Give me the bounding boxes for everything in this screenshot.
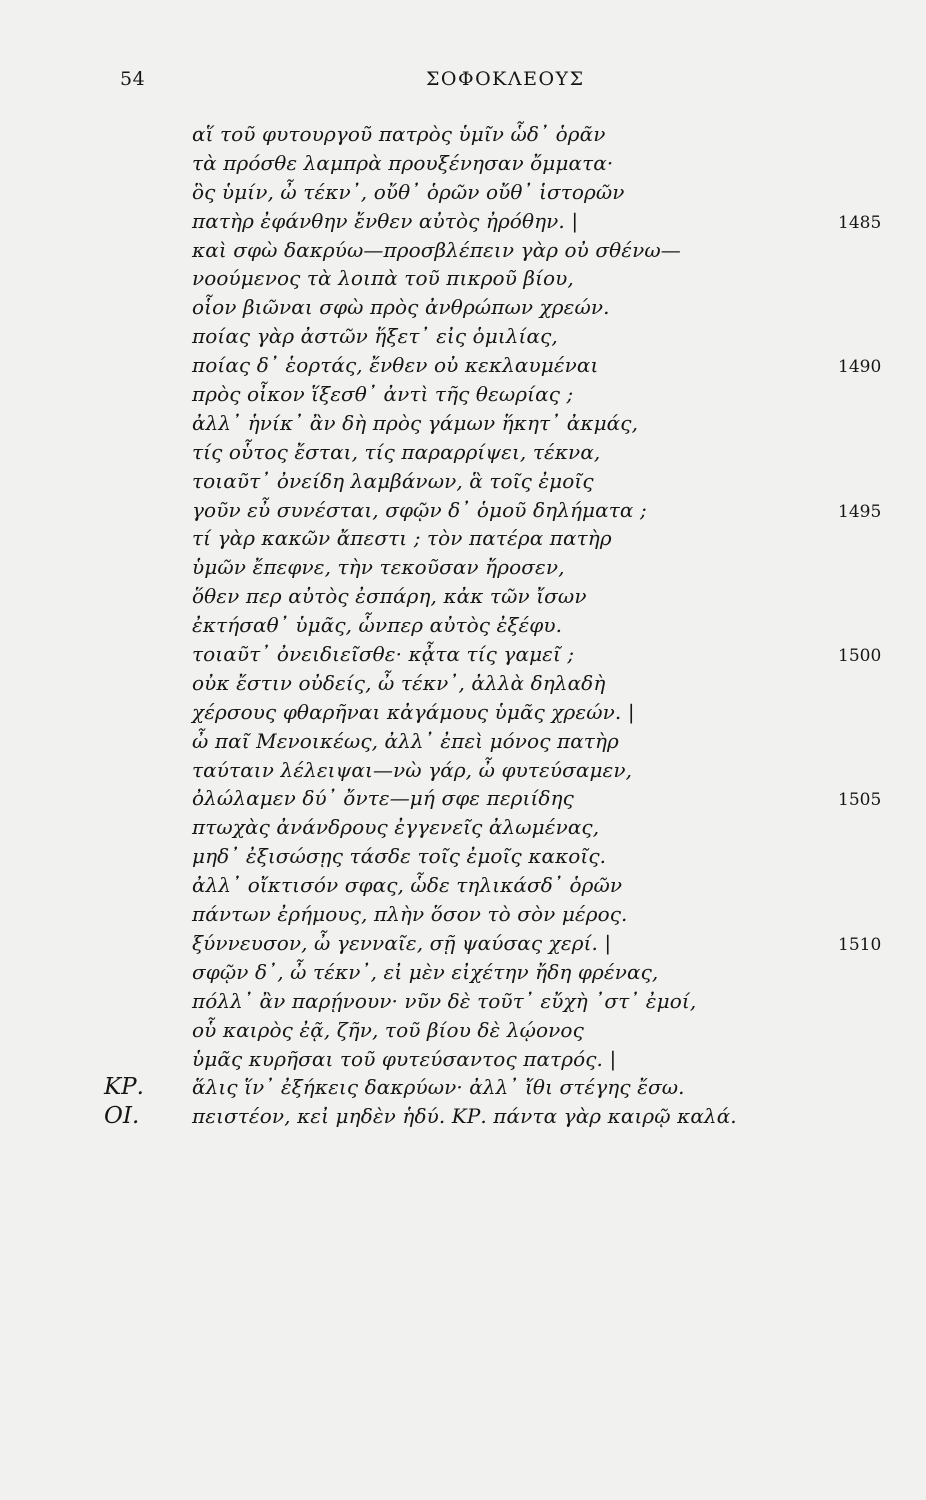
verse-line	[0, 669, 926, 698]
running-title: ΣΟΦΟΚΛΕΟΥΣ	[426, 68, 585, 90]
verse-line	[0, 178, 926, 207]
verse-text: σφῷν δ᾽, ὦ τέκν᾽, εἰ μὲν εἰχέτην ἤδη φρένας,	[192, 959, 659, 984]
verse-line	[0, 409, 926, 438]
verse-text: πειστέον, κεἰ μηδὲν ἡδύ. ΚΡ. πάντα γὰρ καιρῷ καλά.	[192, 1104, 737, 1129]
verse-text: τοιαῦτ᾽ ὀνείδη λαμβάνων, ἃ τοῖς ἐμοῖς	[192, 468, 594, 493]
verse-line	[0, 380, 926, 409]
speaker-label: ΟΙ.	[104, 1103, 140, 1130]
verse-line	[0, 264, 926, 293]
verse-line	[0, 958, 926, 987]
line-number: 1500	[838, 646, 882, 667]
verse-text: ἅλις ἵν᾽ ἐξήκεις δακρύων· ἀλλ᾽ ἴθι στέγης ἔσω.	[192, 1075, 685, 1100]
verse-line	[0, 784, 926, 813]
page-number: 54	[120, 68, 146, 90]
verse-line	[0, 322, 926, 351]
verse-line	[0, 438, 926, 467]
line-number: 1510	[838, 934, 882, 955]
verse-text: ὦ παῖ Μενοικέως, ἀλλ᾽ ἐπεὶ μόνος πατὴρ	[192, 728, 619, 753]
verse-line	[0, 236, 926, 265]
verse-line	[0, 1073, 926, 1102]
verse-text: πάντων ἐρήμους, πλὴν ὅσον τὸ σὸν μέρος.	[192, 902, 628, 927]
verse-text: καὶ σφὼ δακρύω—προσβλέπειν γὰρ οὐ σθένω—	[192, 237, 681, 262]
verse-text: τί γὰρ κακῶν ἄπεστι ; τὸν πατέρα πατὴρ	[192, 526, 612, 551]
verse-line	[0, 756, 926, 785]
verse-text: πόλλ᾽ ἂν παρῄνουν· νῦν δὲ τοῦτ᾽ εὔχὴ ᾽στ᾽ ἐμοί,	[192, 988, 697, 1013]
verse-line	[0, 553, 926, 582]
line-number: 1495	[838, 501, 882, 522]
verse-line	[0, 1102, 926, 1131]
verse-text: ποίας δ᾽ ἑορτάς, ἔνθεν οὐ κεκλαυμέναι	[192, 353, 599, 378]
verse-line	[0, 640, 926, 669]
verse-line	[0, 813, 926, 842]
verse-line	[0, 611, 926, 640]
verse-text: μηδ᾽ ἐξισώσῃς τάσδε τοῖς ἐμοῖς κακοῖς.	[192, 844, 607, 869]
verse-text: οὗ καιρὸς ἐᾷ, ζῆν, τοῦ βίου δὲ λῴονος	[192, 1017, 584, 1042]
verse-line	[0, 524, 926, 553]
verse-line	[0, 727, 926, 756]
verse-text: οὐκ ἔστιν οὐδείς, ὦ τέκν᾽, ἀλλὰ δηλαδὴ	[192, 670, 606, 695]
verse-text: πατὴρ ἐφάνθην ἔνθεν αὐτὸς ἠρόθην. |	[192, 208, 579, 233]
verse-line	[0, 351, 926, 380]
verse-line	[0, 871, 926, 900]
verse-line	[0, 987, 926, 1016]
verse-text: τίς οὗτος ἔσται, τίς παραρρίψει, τέκνα,	[192, 439, 601, 464]
speaker-label: ΚΡ.	[104, 1074, 144, 1101]
verse-line	[0, 149, 926, 178]
verse-text: πτωχὰς ἀνάνδρους ἐγγενεῖς ἀλωμένας,	[192, 815, 600, 840]
verse-text: ἀλλ᾽ οἴκτισόν σφας, ὧδε τηλικάσδ᾽ ὁρῶν	[192, 873, 623, 898]
verse-line	[0, 120, 926, 149]
verse-text: ποίας γὰρ ἀστῶν ἥξετ᾽ εἰς ὁμιλίας,	[192, 324, 558, 349]
verse-line	[0, 842, 926, 871]
verse-text: ταύταιν λέλειψαι—νὼ γάρ, ὦ φυτεύσαμεν,	[192, 757, 633, 782]
verse-text: πρὸς οἶκον ἵξεσθ᾽ ἀντὶ τῆς θεωρίας ;	[192, 382, 574, 407]
line-number: 1490	[838, 357, 882, 378]
verse-text: ὀλώλαμεν δύ᾽ ὄντε—μή σφε περιίδης	[192, 786, 574, 811]
verse-text: ὑμᾶς κυρῆσαι τοῦ φυτεύσαντος πατρός. |	[192, 1046, 617, 1071]
line-number: 1505	[838, 790, 882, 811]
verse-line	[0, 900, 926, 929]
verse-text: χέρσους φθαρῆναι κἀγάμους ὑμᾶς χρεών. |	[192, 699, 635, 724]
verse-line	[0, 929, 926, 958]
verse-text: γοῦν εὖ συνέσται, σφῷν δ᾽ ὁμοῦ δηλήματα ;	[192, 497, 647, 522]
verse-text: ξύννευσον, ὦ γενναῖε, σῇ ψαύσας χερί. |	[192, 930, 612, 955]
verse-line	[0, 582, 926, 611]
verse-line	[0, 293, 926, 322]
verse-line	[0, 698, 926, 727]
verse-line	[0, 1016, 926, 1045]
verse-text: ἐκτήσαθ᾽ ὑμᾶς, ὧνπερ αὐτὸς ἐξέφυ.	[192, 613, 563, 638]
verse-text: τοιαῦτ᾽ ὀνειδιεῖσθε· κᾆτα τίς γαμεῖ ;	[192, 642, 575, 667]
verse-text: ὅθεν περ αὐτὸς ἐσπάρη, κἀκ τῶν ἴσων	[192, 584, 587, 609]
verse-text: νοούμενος τὰ λοιπὰ τοῦ πικροῦ βίου,	[192, 266, 574, 291]
verse-text: ἀλλ᾽ ἡνίκ᾽ ἂν δὴ πρὸς γάμων ἥκητ᾽ ἀκμάς,	[192, 410, 639, 435]
running-head	[0, 68, 926, 98]
verse-text: τὰ πρόσθε λαμπρὰ προυξένησαν ὄμματα·	[192, 150, 614, 175]
verse-text: αἵ τοῦ φυτουργοῦ πατρὸς ὑμῖν ὧδ᾽ ὁρᾶν	[192, 122, 606, 146]
verse-text: οἷον βιῶναι σφὼ πρὸς ἀνθρώπων χρεών.	[192, 295, 610, 320]
verse-line	[0, 207, 926, 236]
verse-line	[0, 1045, 926, 1074]
verse-line	[0, 467, 926, 496]
verse-block	[0, 120, 926, 1131]
verse-text: ὑμῶν ἔπεφνε, τὴν τεκοῦσαν ἤροσεν,	[192, 555, 565, 580]
verse-text: ὃς ὑμίν, ὦ τέκν᾽, οὔθ᾽ ὁρῶν οὔθ᾽ ἱστορῶν	[192, 179, 625, 204]
line-number: 1485	[838, 212, 882, 233]
verse-line	[0, 496, 926, 525]
